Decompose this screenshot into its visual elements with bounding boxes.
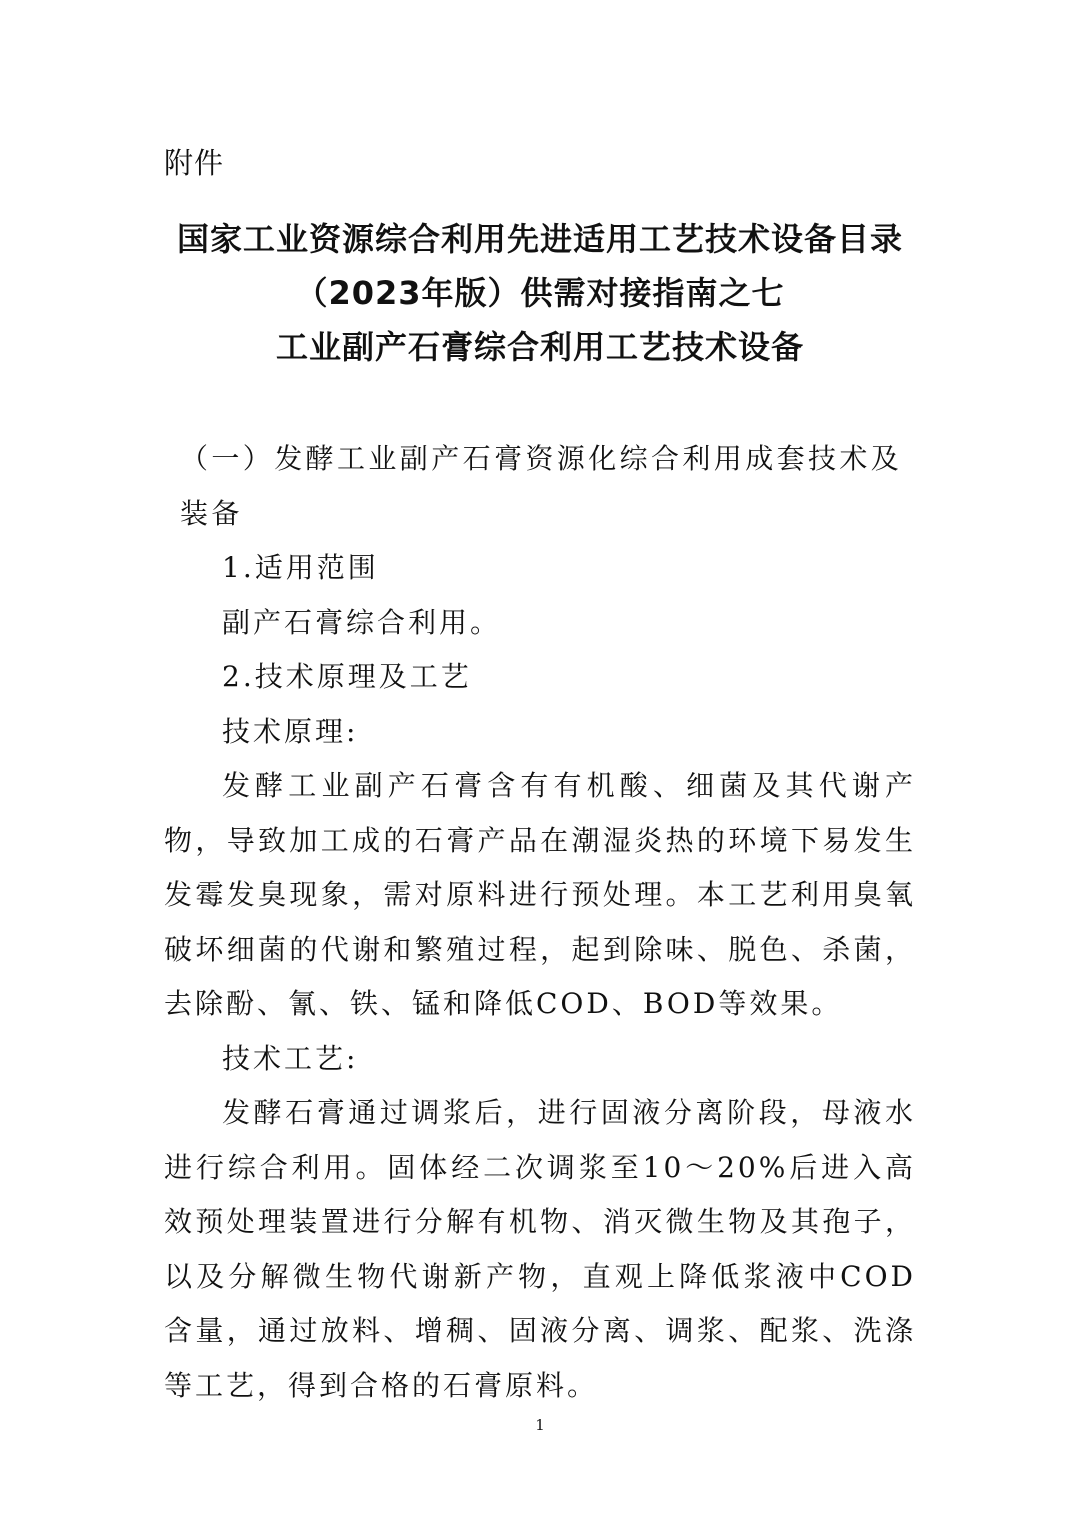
process-label: 技术工艺: bbox=[222, 1041, 359, 1075]
section-heading: （一）发酵工业副产石膏资源化综合利用成套技术及装备 bbox=[180, 442, 903, 530]
principle-label: 技术原理: bbox=[222, 714, 359, 748]
principle-heading: 2.技术原理及工艺 bbox=[222, 660, 472, 693]
document-body bbox=[164, 432, 916, 1413]
title-line-1: 国家工业资源综合利用先进适用工艺技术设备目录 bbox=[176, 220, 903, 258]
scope-heading: 1.适用范围 bbox=[222, 551, 379, 584]
title-line-2: （2023年版）供需对接指南之七 bbox=[295, 274, 785, 312]
process-paragraph: 发酵石膏通过调浆后，进行固液分离阶段，母液水进行综合利用。固体经二次调浆至10～20%后进入高效预处理装置进行分解有机物、消灭微生物及其孢子，以及分解微生物代谢新产物，直观上降低浆液中COD含量，通过放料、增稠、固液分离、调浆、配浆、洗涤等工艺，得到合格的石膏原料。 bbox=[164, 1096, 916, 1402]
attachment-label: 附件 bbox=[164, 146, 225, 180]
title-line-3: 工业副产石膏综合利用工艺技术设备 bbox=[275, 328, 804, 366]
document-title bbox=[0, 212, 1080, 374]
principle-paragraph: 发酵工业副产石膏含有有机酸、细菌及其代谢产物，导致加工成的石膏产品在潮湿炎热的环境下易发生发霉发臭现象，需对原料进行预处理。本工艺利用臭氧破坏细菌的代谢和繁殖过程，起到除味、脱色、杀菌，去除酚、氰、铁、锰和降低COD、BOD等效果。 bbox=[164, 769, 916, 1020]
scope-text: 副产石膏综合利用。 bbox=[222, 605, 502, 639]
page-number: 1 bbox=[535, 1416, 545, 1434]
